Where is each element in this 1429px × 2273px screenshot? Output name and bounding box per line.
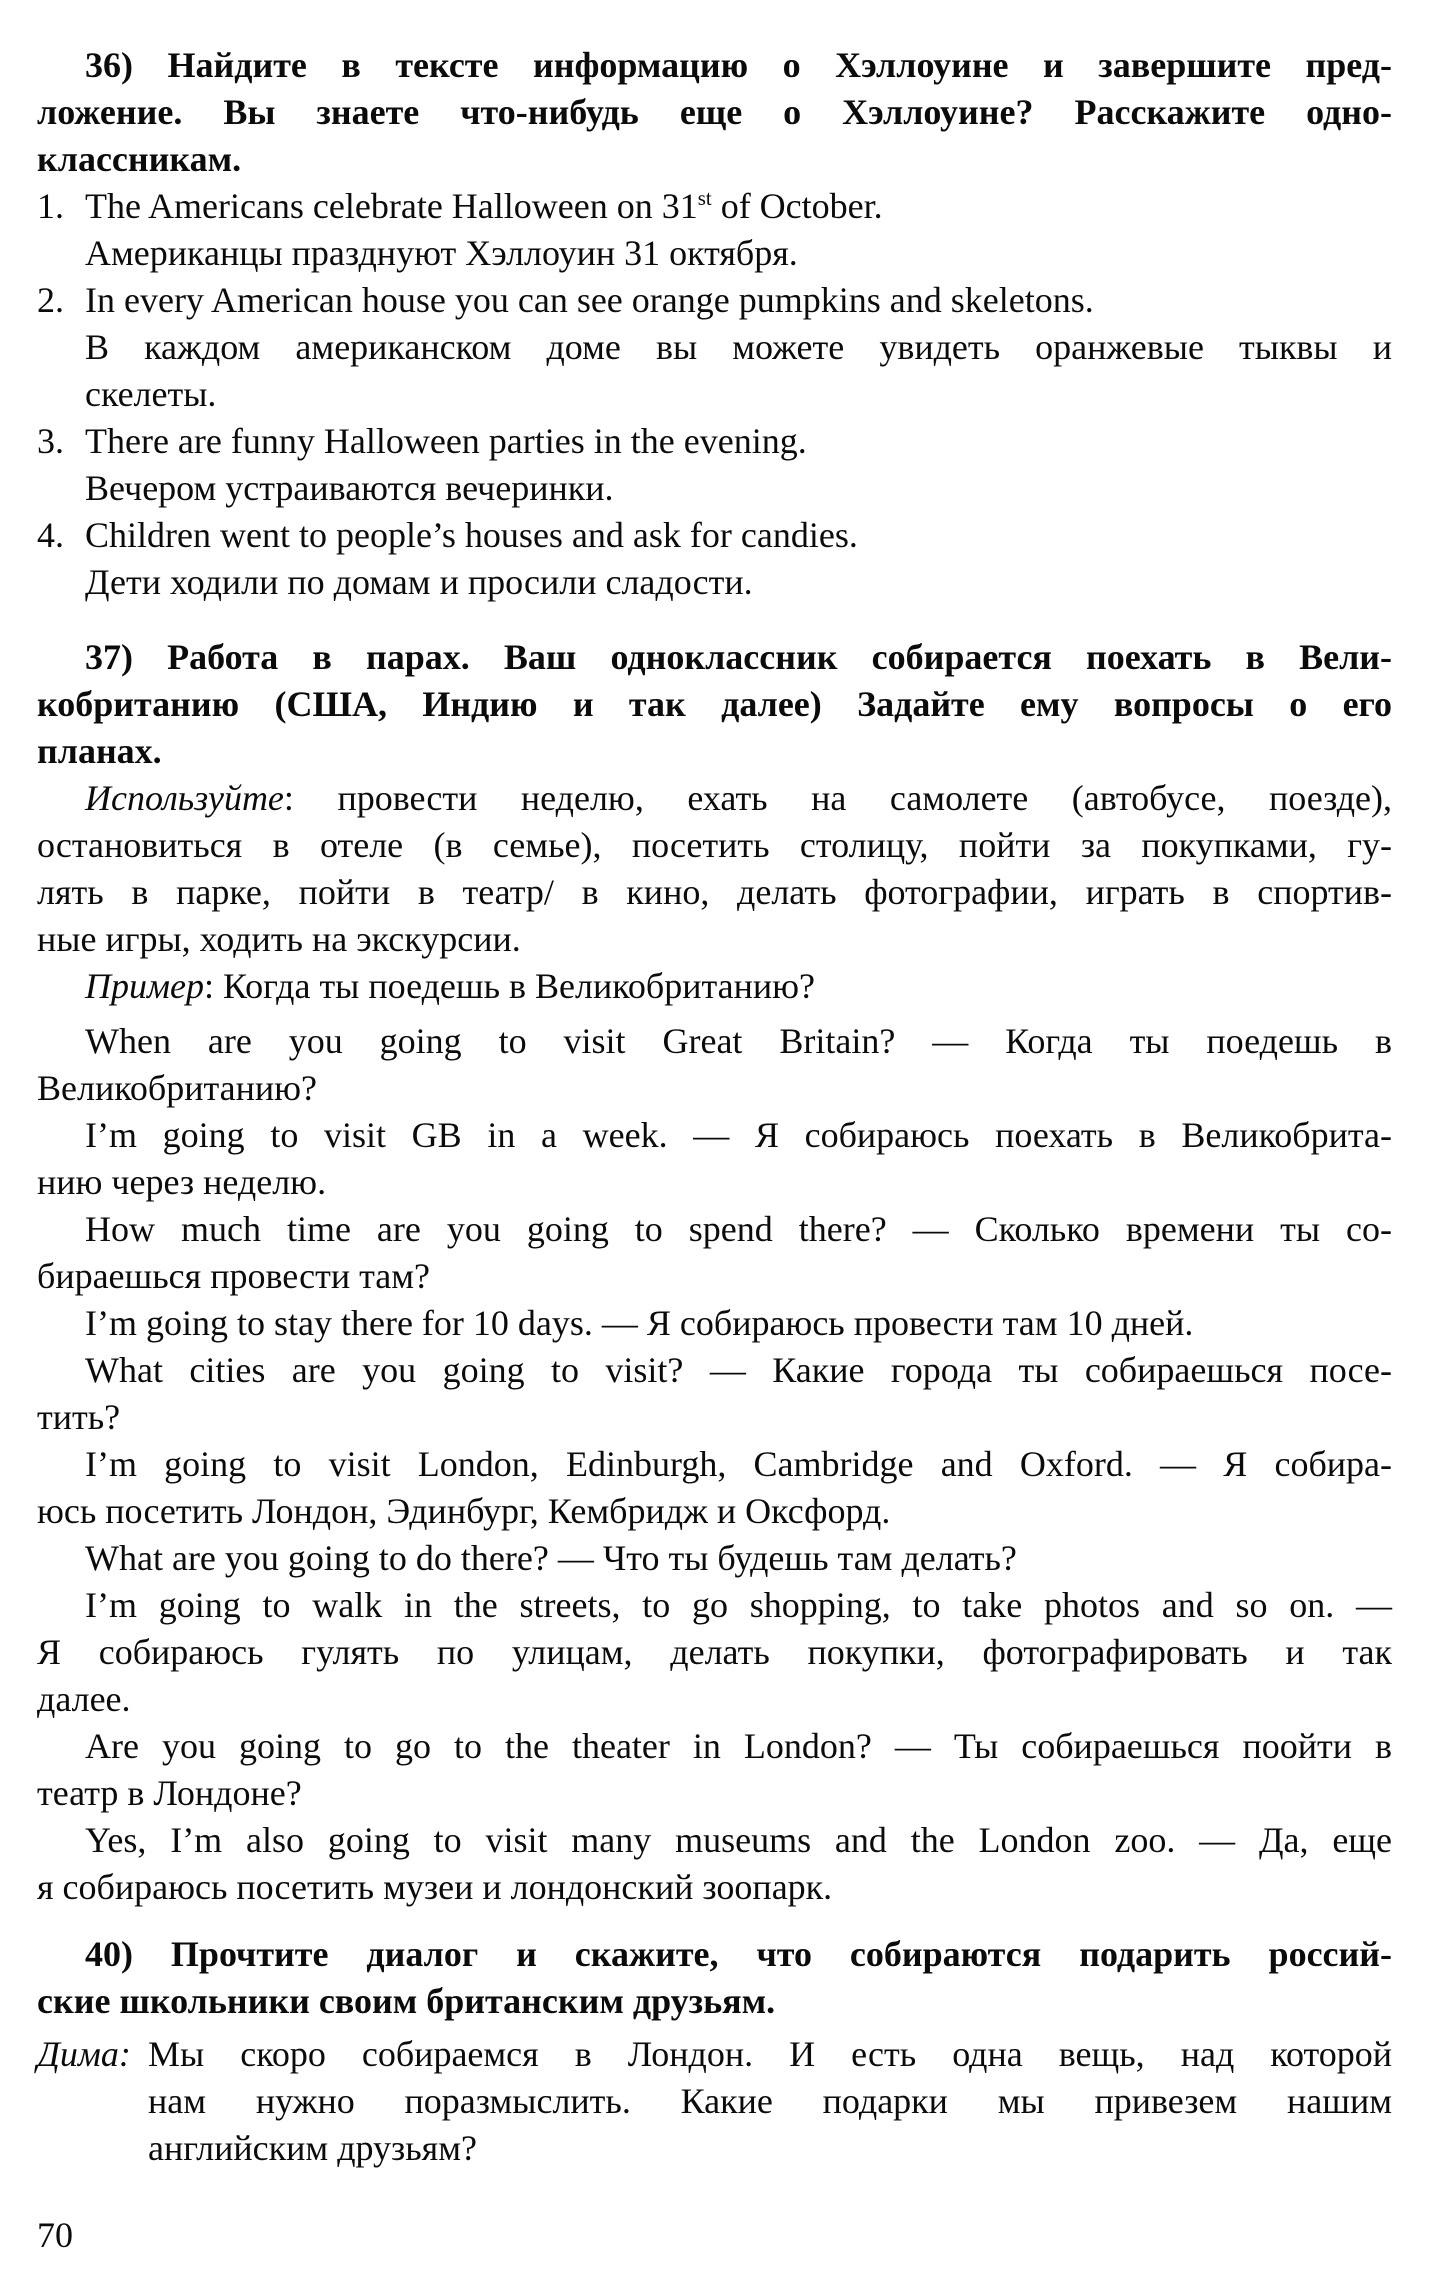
heading-line: кобританию (США, Индию и так далее) Задайте ему вопросы о его <box>37 684 1392 724</box>
paragraph-line: остановиться в отеле (в семье), посетить столицу, пойти за покупками, гу- <box>37 825 1392 865</box>
qa-line: I’m going to stay there for 10 days. — Я собираюсь провести там 10 дней. <box>85 1303 1194 1343</box>
list-item-english: Children went to people’s houses and ask for candies. <box>85 515 858 555</box>
heading-line: 36) Найдите в тексте информацию о Хэллоуине и завершите пред- <box>85 45 1392 85</box>
qa-pair <box>37 1206 1392 1300</box>
halloween-facts-list <box>37 183 1392 606</box>
list-item <box>37 512 1392 606</box>
list-item <box>37 277 1392 418</box>
qa-line: Are you going to go to the theater in London? — Ты собираешься поойти в <box>85 1726 1392 1766</box>
dialog-dima <box>37 2031 1392 2172</box>
paragraph-line <box>37 775 1392 822</box>
exercise-37-heading <box>37 634 1392 775</box>
lead-word: Используйте <box>85 778 284 818</box>
list-item-number: 1. <box>37 186 64 226</box>
list-item-russian: В каждом американском доме вы можете увидеть оранжевые тыквы и <box>85 327 1392 367</box>
example-paragraph <box>37 963 1392 1010</box>
exercise-40-heading <box>37 1931 1392 2025</box>
list-item-russian: Американцы празднуют Хэллоуин 31 октября. <box>85 233 798 273</box>
qa-line: юсь посетить Лондон, Эдинбург, Кембридж и Оксфорд. <box>37 1491 891 1531</box>
heading-line: ские школьники своим британским друзьям. <box>37 1981 776 2021</box>
speaker-label: Дима: <box>37 2034 131 2074</box>
paragraph-line: ные игры, ходить на экскурсии. <box>37 919 521 959</box>
heading-line: классникам. <box>37 139 242 179</box>
page-number: 70 <box>37 2215 73 2255</box>
list-item-russian: Вечером устраиваются вечеринки. <box>85 468 614 508</box>
qa-line: Великобританию? <box>37 1068 318 1108</box>
list-item-number: 3. <box>37 421 64 461</box>
question-answer-list <box>37 1018 1392 1911</box>
list-item-number: 4. <box>37 515 64 555</box>
qa-line: далее. <box>37 1679 131 1719</box>
qa-pair <box>37 1112 1392 1206</box>
heading-line: 37) Работа в парах. Ваш одноклассник собирается поехать в Вели- <box>85 637 1392 677</box>
dialog-line: английским друзьям? <box>148 2128 477 2168</box>
list-item-russian: Дети ходили по домам и просили сладости. <box>85 562 753 602</box>
exercise-36-heading <box>37 42 1392 183</box>
qa-line: What cities are you going to visit? — Какие города ты собираешься посе- <box>85 1350 1392 1390</box>
heading-line: планах. <box>37 731 162 771</box>
qa-line: тить? <box>37 1397 121 1437</box>
qa-line: нию через неделю. <box>37 1162 327 1202</box>
qa-line: Я собираюсь гулять по улицам, делать покупки, фотографировать и так <box>37 1632 1392 1672</box>
qa-pair <box>37 1441 1392 1535</box>
list-item-english <box>85 183 1392 230</box>
sentence-part: of October. <box>711 186 883 226</box>
qa-pair <box>37 1300 1392 1347</box>
qa-line: What are you going to do there? — Что ты будешь там делать? <box>85 1538 1017 1578</box>
qa-line: How much time are you going to spend there? — Сколько времени ты со- <box>85 1209 1392 1249</box>
dialog-line: нам нужно поразмыслить. Какие подарки мы привезем нашим <box>148 2081 1392 2121</box>
qa-pair <box>37 1582 1392 1723</box>
dialog-line: Мы скоро собираемся в Лондон. И есть одна вещь, над которой <box>148 2034 1392 2074</box>
qa-line: Yes, I’m also going to visit many museums and the London zoo. — Да, еще <box>85 1820 1392 1860</box>
qa-pair <box>37 1347 1392 1441</box>
paragraph-line <box>37 963 1392 1010</box>
qa-pair <box>37 1817 1392 1911</box>
qa-line: I’m going to visit London, Edinburgh, Cambridge and Oxford. — Я собира- <box>85 1444 1392 1484</box>
lead-word: Пример <box>85 966 204 1006</box>
qa-line: я собираюсь посетить музеи и лондонский зоопарк. <box>37 1867 833 1907</box>
heading-line: ложение. Вы знаете что-нибудь еще о Хэллоуине? Расскажите одно- <box>37 92 1392 132</box>
sentence-part: : Когда ты поедешь в Великобританию? <box>203 966 816 1006</box>
sentence-part: The Americans celebrate Halloween on 31 <box>85 186 698 226</box>
qa-line: I’m going to walk in the streets, to go shopping, to take photos and so on. — <box>85 1585 1392 1625</box>
list-item <box>37 418 1392 512</box>
list-item-english: There are funny Halloween parties in the evening. <box>85 421 807 461</box>
paragraph-line: лять в парке, пойти в театр/ в кино, делать фотографии, играть в спортив- <box>37 872 1392 912</box>
qa-line: I’m going to visit GB in a week. — Я собираюсь поехать в Великобрита- <box>85 1115 1392 1155</box>
qa-pair <box>37 1018 1392 1112</box>
list-item <box>37 183 1392 277</box>
qa-line: театр в Лондоне? <box>37 1773 302 1813</box>
ordinal-superscript: st <box>697 186 712 210</box>
qa-line: When are you going to visit Great Britain? — Когда ты поедешь в <box>85 1021 1392 1061</box>
use-words-paragraph <box>37 775 1392 963</box>
heading-line: 40) Прочтите диалог и скажите, что собираются подарить россий- <box>85 1934 1392 1974</box>
qa-line: бираешься провести там? <box>37 1256 431 1296</box>
list-item-english: In every American house you can see orange pumpkins and skeletons. <box>85 280 1094 320</box>
list-item-russian: скелеты. <box>85 374 217 414</box>
sentence-part: : провести неделю, ехать на самолете (автобусе, поезде), <box>283 778 1392 818</box>
qa-pair <box>37 1535 1392 1582</box>
qa-pair <box>37 1723 1392 1817</box>
list-item-number: 2. <box>37 280 64 320</box>
